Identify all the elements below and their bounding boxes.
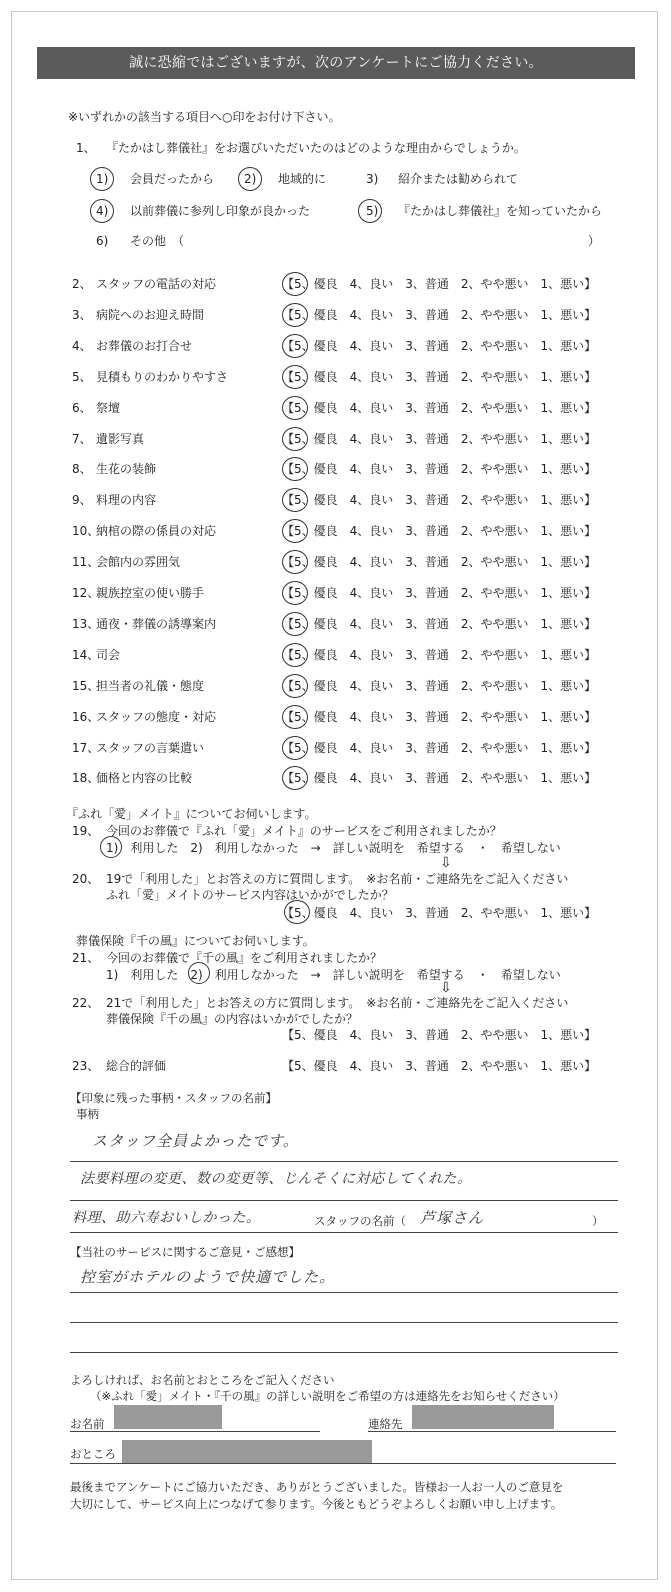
q1-option-6-close: ） (588, 234, 601, 248)
contact-line-2: （※ふれ「愛」メイト・『千の風』の詳しい説明をご希望の方は連絡先をお知らせください） (90, 1389, 565, 1403)
rating-mark-circle (282, 365, 308, 389)
rating-question-label: スタッフの態度・対応 (96, 710, 217, 724)
q21-mark-circle-2 (188, 962, 210, 984)
q1-mark-circle-1 (90, 167, 114, 191)
rating-scale: 【5、優良 4、良い 3、普通 2、やや悪い 1、悪い】 (282, 524, 597, 538)
rating-scale: 【5、優良 4、良い 3、普通 2、やや悪い 1、悪い】 (282, 462, 597, 476)
rating-scale: 【5、優良 4、良い 3、普通 2、やや悪い 1、悪い】 (282, 710, 597, 724)
impression-rule-1 (70, 1161, 618, 1162)
rating-scale: 【5、優良 4、良い 3、普通 2、やや悪い 1、悪い】 (282, 617, 597, 631)
q1-option-5-num: 5) (366, 204, 379, 218)
q21-down-arrow-icon: ⇩ (440, 980, 452, 996)
phone-label: 連絡先 (368, 1417, 403, 1431)
q1-option-1-num: 1) (96, 172, 109, 186)
name-label: お名前 (70, 1417, 105, 1431)
rating-question-label: 担当者の礼儀・態度 (96, 679, 205, 693)
rating-question-label: 価格と内容の比較 (96, 771, 193, 785)
q1-option-6-num: 6) (96, 234, 109, 248)
contact-line-1: よろしければ、お名前とおところをご記入ください (70, 1373, 335, 1387)
rating-question-number: 7、 (72, 432, 92, 446)
rating-mark-circle (282, 736, 308, 760)
rating-question-label: 納棺の際の係員の対応 (96, 524, 217, 538)
rating-scale: 【5、優良 4、良い 3、普通 2、やや悪い 1、悪い】 (282, 339, 597, 353)
rating-question-label: 料理の内容 (96, 493, 157, 507)
impression-line-3: 料理、助六寿おいしかった。 (72, 1210, 261, 1226)
q1-option-4-num: 4) (96, 204, 109, 218)
rating-scale: 【5、優良 4、良い 3、普通 2、やや悪い 1、悪い】 (282, 432, 597, 446)
q22-number: 22、 (72, 996, 100, 1010)
impression-line-1: スタッフ全員よかったです。 (92, 1132, 299, 1150)
rating-mark-circle (282, 581, 308, 605)
phone-redaction (412, 1405, 554, 1429)
q1-text: 『たかはし葬儀社』をお選びいただいたのはどのような理由からでしょうか。 (106, 141, 526, 155)
rating-scale: 【5、優良 4、良い 3、普通 2、やや悪い 1、悪い】 (282, 741, 597, 755)
closing-line-1: 最後までアンケートにご協力いただき、ありがとうございました。皆様お一人お一人のご意見を (70, 1480, 564, 1494)
address-redaction (122, 1440, 372, 1464)
chikaze-heading: 葬儀保険『千の風』についてお伺いします。 (76, 934, 315, 948)
impression-rule-3 (70, 1232, 618, 1233)
rating-question-label: スタッフの言葉遣い (96, 741, 205, 755)
rating-question-number: 5、 (72, 370, 92, 384)
q20-rating-scale: 【5、優良 4、良い 3、普通 2、やや悪い 1、悪い】 (282, 906, 597, 920)
rating-mark-circle (282, 457, 308, 481)
q1-option-3-label: 紹介または勧められて (398, 172, 519, 186)
closing-line-2: 大切にして、サービス向上につなげて参ります。今後ともどうぞよろしくお願い申し上げます。 (70, 1497, 563, 1511)
phone-rule (368, 1431, 616, 1432)
rating-mark-circle (282, 519, 308, 543)
q23-rating-scale: 【5、優良 4、良い 3、普通 2、やや悪い 1、悪い】 (282, 1059, 597, 1073)
rating-question-number: 3、 (72, 308, 92, 322)
q19-text: 今回のお葬儀で『ふれ「愛」メイト』のサービスをご利用されましたか？ (106, 824, 502, 838)
q23-label: 総合的評価 (106, 1059, 167, 1073)
rating-scale: 【5、優良 4、良い 3、普通 2、やや悪い 1、悪い】 (282, 648, 597, 662)
q19-options: 1) 利用した 2) 利用しなかった → 詳しい説明を 希望する ・ 希望しない (106, 841, 561, 855)
staff-name-close: ） (592, 1214, 604, 1228)
rating-scale: 【5、優良 4、良い 3、普通 2、やや悪い 1、悪い】 (282, 493, 597, 507)
q1-option-4-label: 以前葬儀に参列し印象が良かった (130, 204, 311, 218)
q1-option-2-label: 地域的に (278, 172, 327, 186)
rating-question-label: 祭壇 (96, 401, 121, 415)
survey-banner: 誠に恐縮ではございますが、次のアンケートにご協力ください。 (37, 47, 635, 79)
impression-line-2: 法要料理の変更、数の変更等、じんそくに対応してくれた。 (80, 1171, 472, 1187)
q22-rating-scale: 【5、優良 4、良い 3、普通 2、やや悪い 1、悪い】 (282, 1028, 597, 1042)
rating-question-label: 通夜・葬儀の誘導案内 (96, 617, 217, 631)
impression-heading: 【印象に残った事柄・スタッフの名前】 (70, 1091, 277, 1105)
rating-question-number: 15、 (72, 679, 100, 693)
fure-heading: 『ふれ「愛」メイト』についてお伺いします。 (66, 807, 317, 821)
rating-mark-circle (282, 427, 308, 451)
staff-name-value: 芦塚さん (420, 1209, 485, 1227)
q22-text: 21で「利用した」とお答えの方に質問します。 ※お名前・ご連絡先をご記入ください (106, 996, 569, 1010)
q20-text: 19で「利用した」とお答えの方に質問します。 ※お名前・ご連絡先をご記入ください (106, 872, 569, 886)
q1-option-5-label: 『たかはし葬儀社』を知っていたから (398, 204, 603, 218)
rating-question-number: 14、 (72, 648, 100, 662)
q1-number: 1、 (76, 141, 96, 155)
impression-subheading: 事柄 (76, 1107, 99, 1121)
rating-question-label: 見積もりのわかりやすさ (96, 370, 229, 384)
rating-mark-circle (282, 488, 308, 512)
rating-question-label: 司会 (96, 648, 121, 662)
rating-scale: 【5、優良 4、良い 3、普通 2、やや悪い 1、悪い】 (282, 555, 597, 569)
q20-mark-circle-5 (284, 900, 310, 924)
q19-down-arrow-icon: ⇩ (440, 855, 452, 871)
q23-number: 23、 (72, 1059, 100, 1073)
instruction-text: ※いずれかの該当する項目へ○印をお付け下さい。 (68, 110, 341, 124)
rating-scale: 【5、優良 4、良い 3、普通 2、やや悪い 1、悪い】 (282, 586, 597, 600)
rating-question-number: 11、 (72, 555, 100, 569)
q1-option-1-label: 会員だったから (130, 172, 215, 186)
rating-mark-circle (282, 612, 308, 636)
rating-mark-circle (282, 396, 308, 420)
rating-question-number: 12、 (72, 586, 100, 600)
rating-question-number: 17、 (72, 741, 100, 755)
rating-question-number: 18、 (72, 771, 100, 785)
q1-mark-circle-2 (238, 167, 262, 191)
opinion-heading: 【当社のサービスに関するご意見・ご感想】 (70, 1245, 300, 1259)
q20-number: 20、 (72, 872, 100, 886)
q1-option-3-num: 3) (366, 172, 379, 186)
q22-subtext: 葬儀保険『千の風』の内容はいかがでしたか？ (106, 1012, 359, 1026)
rating-question-label: お葬儀のお打合せ (96, 339, 193, 353)
rating-scale: 【5、優良 4、良い 3、普通 2、やや悪い 1、悪い】 (282, 771, 597, 785)
q1-mark-circle-5 (358, 199, 382, 223)
q19-mark-circle-1 (100, 836, 122, 858)
rating-mark-circle (282, 705, 308, 729)
q20-subtext: ふれ「愛」メイトのサービス内容はいかがでしたか？ (106, 888, 394, 902)
rating-scale: 【5、優良 4、良い 3、普通 2、やや悪い 1、悪い】 (282, 370, 597, 384)
opinion-rule-1 (70, 1292, 618, 1293)
rating-scale: 【5、優良 4、良い 3、普通 2、やや悪い 1、悪い】 (282, 277, 597, 291)
q21-number: 21、 (72, 951, 100, 965)
opinion-line-1: 控室がホテルのようで快適でした。 (80, 1268, 336, 1286)
rating-mark-circle (282, 550, 308, 574)
q21-text: 今回のお葬儀で『千の風』をご利用されましたか？ (106, 951, 383, 965)
rating-question-number: 6、 (72, 401, 92, 415)
name-redaction (114, 1405, 222, 1429)
rating-mark-circle (282, 674, 308, 698)
address-label: おところ (70, 1447, 116, 1461)
rating-question-number: 9、 (72, 493, 92, 507)
rating-question-label: 親族控室の使い勝手 (96, 586, 205, 600)
address-rule (70, 1463, 616, 1464)
rating-mark-circle (282, 272, 308, 296)
name-rule (70, 1431, 320, 1432)
rating-question-number: 4、 (72, 339, 92, 353)
rating-question-number: 13、 (72, 617, 100, 631)
rating-question-number: 16、 (72, 710, 100, 724)
staff-name-label: スタッフの名前（ (314, 1214, 406, 1228)
q21-options: 1) 利用した 2) 利用しなかった → 詳しい説明を 希望する ・ 希望しない (106, 968, 561, 982)
rating-mark-circle (282, 334, 308, 358)
q1-option-6-label: その他 （ (130, 234, 185, 248)
opinion-rule-2 (70, 1322, 618, 1323)
rating-question-number: 10、 (72, 524, 100, 538)
rating-mark-circle (282, 766, 308, 790)
rating-question-label: 会館内の雰囲気 (96, 555, 181, 569)
rating-mark-circle (282, 303, 308, 327)
rating-question-label: スタッフの電話の対応 (96, 277, 217, 291)
rating-scale: 【5、優良 4、良い 3、普通 2、やや悪い 1、悪い】 (282, 308, 597, 322)
impression-rule-2 (70, 1200, 618, 1201)
rating-question-number: 2、 (72, 277, 92, 291)
rating-question-label: 生花の装飾 (96, 462, 157, 476)
rating-question-number: 8、 (72, 462, 92, 476)
rating-scale: 【5、優良 4、良い 3、普通 2、やや悪い 1、悪い】 (282, 401, 597, 415)
rating-mark-circle (282, 643, 308, 667)
q1-mark-circle-4 (90, 199, 114, 223)
rating-scale: 【5、優良 4、良い 3、普通 2、やや悪い 1、悪い】 (282, 679, 597, 693)
q1-option-2-num: 2) (244, 172, 257, 186)
rating-question-label: 病院へのお迎え時間 (96, 308, 205, 322)
opinion-rule-3 (70, 1352, 618, 1353)
q19-number: 19、 (72, 824, 100, 838)
rating-question-label: 遺影写真 (96, 432, 145, 446)
